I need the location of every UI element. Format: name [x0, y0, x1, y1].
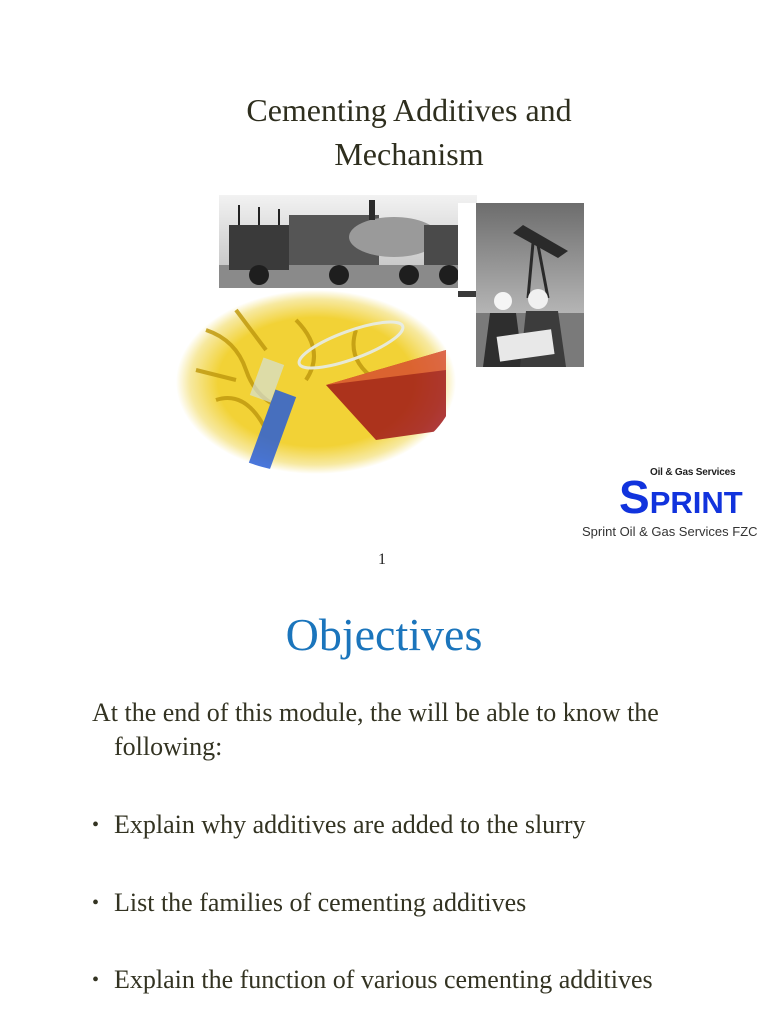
logo-word: PRINT — [649, 485, 743, 520]
list-item — [92, 963, 732, 997]
intro-paragraph — [92, 696, 732, 764]
slide-title-line-2: Mechanism — [334, 136, 484, 172]
slide-title — [0, 88, 768, 176]
intro-text: At the end of this module, the will be able to know the following: — [92, 698, 659, 761]
logo-tagline: Oil & Gas Services — [650, 467, 736, 478]
oilfield-workers-photo — [458, 203, 584, 367]
list-item — [92, 808, 732, 842]
bullet-dot: • — [92, 892, 100, 914]
slide-title-line-1: Cementing Additives and — [246, 92, 572, 128]
list-item-text: Explain the function of various cementing additives — [114, 965, 653, 994]
logo-initial: S — [619, 471, 650, 523]
bullet-dot: • — [92, 969, 100, 991]
page-number: 1 — [378, 551, 386, 568]
cement-truck-photo — [219, 195, 477, 288]
laboratory-test-tube-photo — [176, 290, 456, 475]
list-item-text: Explain why additives are added to the slurry — [114, 810, 586, 839]
list-item-text: List the families of cementing additives — [114, 888, 527, 917]
company-name: Sprint Oil & Gas Services FZC — [582, 524, 758, 539]
sprint-logo — [619, 470, 743, 524]
list-item — [92, 886, 732, 920]
bullet-dot: • — [92, 814, 100, 836]
objectives-title: Objectives — [285, 609, 483, 660]
